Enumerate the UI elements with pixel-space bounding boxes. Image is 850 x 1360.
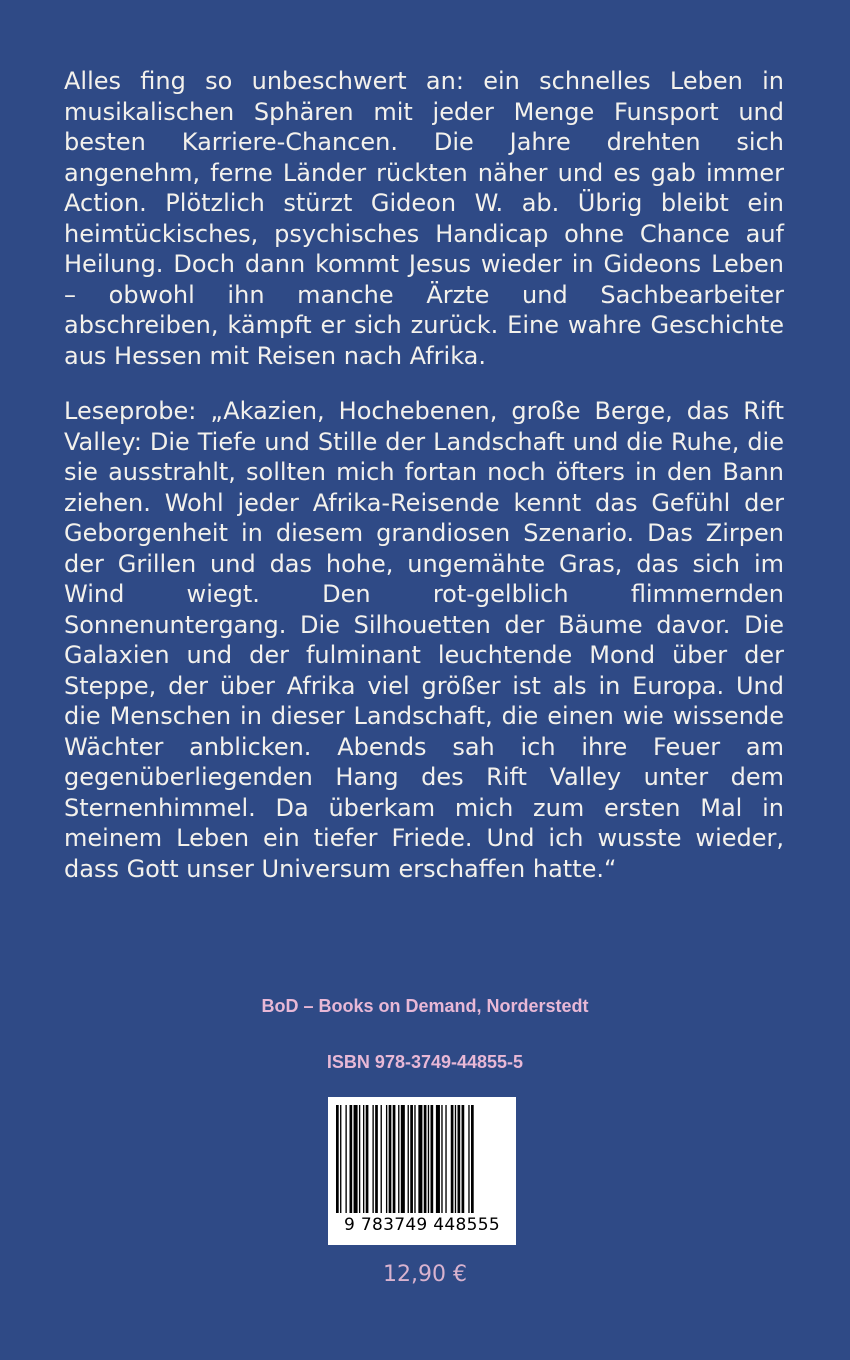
barcode-bar xyxy=(408,1105,409,1213)
barcode-bar xyxy=(455,1105,456,1213)
barcode-bar xyxy=(428,1105,429,1213)
barcode-bar xyxy=(389,1105,392,1213)
barcode-bar xyxy=(414,1105,415,1213)
excerpt-paragraph: Leseprobe: „Akazien, Hochebenen, große Berge, das Rift Valley: Die Tiefe und Stille der Landschaft und die Ruhe, die sie ausstrahlt, sollten mich fortan noch öfters in den Bann ziehen. Wohl jeder Afrika-Reisende kennt das Gefühl der Geborgenheit in diesem grandiosen Szenario. Das Zirpen der Grillen und das hohe, ungemähte Gras, das sich im Wind wiegt. Den rot-gelblich flimmernden Sonnenuntergang. Die Silhouetten der Bäume davor. Die Galaxien und der fulminant leuchtende Mond über der Steppe, der über Afrika viel größer ist als in Europa. Und die Menschen in dieser Landschaft, die einen wie wissende Wächter anblicken. Abends sah ich ihre Feuer am gegenüberliegenden Hang des Rift Valley unter dem Sternenhimmel. Da überkam mich zum ersten Mal in meinem Leben ein tiefer Friede. Und ich wusste wieder, dass Gott unser Universum erschaffen hatte.“ xyxy=(64,397,784,883)
barcode-bar xyxy=(354,1105,358,1213)
barcode-bar xyxy=(372,1105,373,1213)
barcode-bar xyxy=(386,1105,387,1213)
barcode-bar xyxy=(431,1105,434,1213)
barcode-bar xyxy=(336,1105,339,1213)
barcode-bar xyxy=(424,1105,427,1213)
barcode-bar xyxy=(350,1105,353,1213)
barcode-bar xyxy=(462,1105,465,1213)
price-label: 12,90 € xyxy=(383,1262,467,1287)
barcode-bar xyxy=(458,1105,461,1213)
barcode-bar xyxy=(340,1105,341,1213)
barcode xyxy=(328,1097,516,1245)
barcode-bar xyxy=(441,1105,442,1213)
barcode-bars-icon xyxy=(328,1097,516,1217)
barcode-bar xyxy=(436,1105,440,1213)
barcode-bar xyxy=(471,1105,474,1213)
barcode-bar xyxy=(418,1105,422,1213)
barcode-bar xyxy=(398,1105,399,1213)
barcode-bar xyxy=(393,1105,396,1213)
barcode-bar xyxy=(375,1105,378,1213)
isbn-line: ISBN 978-3749-44855-5 xyxy=(326,1052,524,1072)
blurb-paragraph: Alles fing so unbeschwert an: ein schnelles Leben in musikalischen Sphären mit jeder Menge Funsport und besten Karriere-Chancen. Die Jahre drehten sich angenehm, ferne Länder rückten näher und es gab immer Action. Plötzlich stürzt Gideon W. ab. Übrig bleibt ein heimtückisches, psychisches Handicap ohne Chance auf Heilung. Doch dann kommt Jesus wieder in Gideons Leben – obwohl ihn manche Ärzte und Sachbearbeiter abschreiben, kämpft er sich zurück. Eine wahre Geschichte aus Hessen mit Reisen nach Afrika. xyxy=(64,67,784,370)
barcode-bar xyxy=(366,1105,369,1213)
barcode-bar xyxy=(381,1105,382,1213)
barcode-bar xyxy=(363,1105,364,1213)
barcode-digits: 9 783749 448555 xyxy=(344,1215,500,1235)
barcode-bar xyxy=(445,1105,446,1213)
barcode-bar xyxy=(345,1105,346,1213)
barcode-bar xyxy=(359,1105,360,1213)
barcode-bar xyxy=(410,1105,413,1213)
barcode-bar xyxy=(468,1105,469,1213)
publisher-line: BoD – Books on Demand, Norderstedt xyxy=(261,996,589,1016)
barcode-bar xyxy=(451,1105,454,1213)
barcode-bar xyxy=(401,1105,405,1213)
